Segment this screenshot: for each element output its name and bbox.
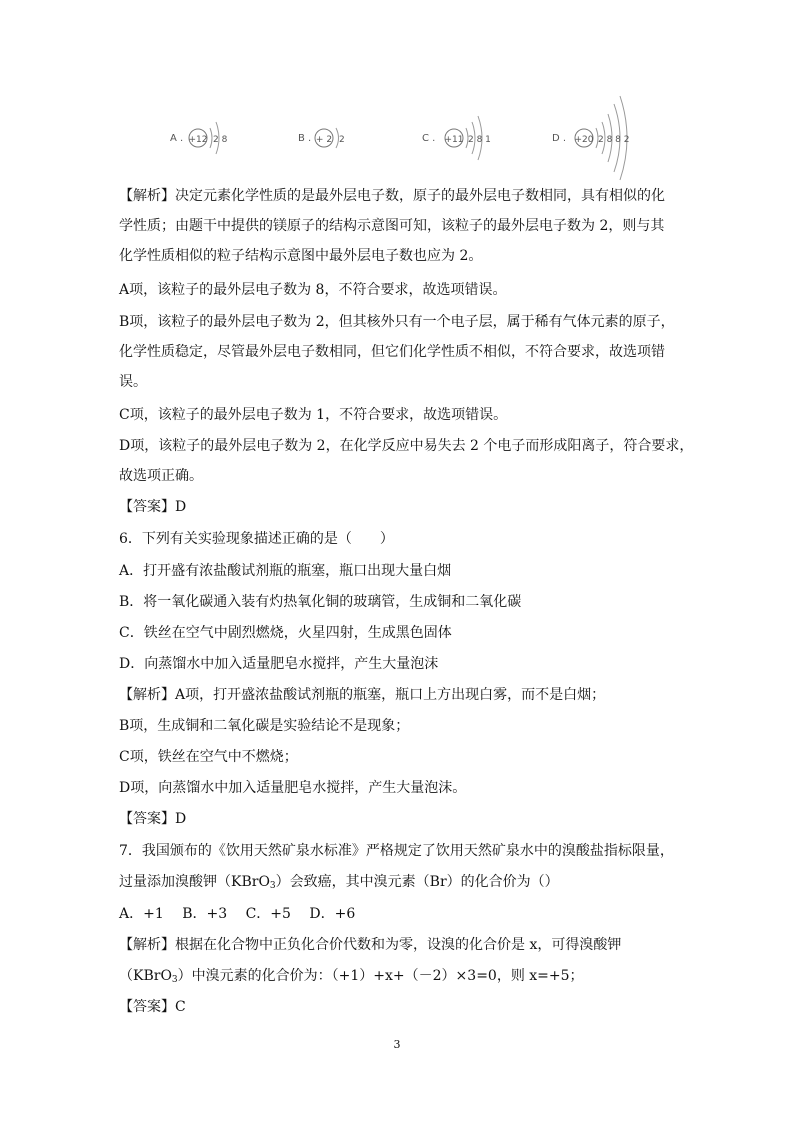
analysis-q5-option-b-3: 误。: [119, 374, 147, 390]
atom-diagram-b: [278, 90, 378, 185]
analysis-q7-line-2: [119, 966, 584, 986]
shells-d: 2 8 8 2: [598, 135, 630, 145]
atom-structure-figure: [150, 90, 650, 185]
analysis-q5-option-c: C项，该粒子的最外层电子数为 1，不符合要求，故选项错误。: [119, 407, 508, 423]
question-7-options: A．+1 B．+3 C．+5 D．+6: [119, 906, 356, 922]
question-6-option-d: D．向蒸馏水中加入适量肥皂水搅拌，产生大量泡沫: [119, 656, 439, 672]
nucleus-c: +11: [444, 135, 464, 145]
analysis-q7-line-2-sub: 3: [171, 975, 178, 985]
analysis-q6-line-b: B项，生成铜和二氧化碳是实验结论不是现象；: [119, 718, 410, 734]
nucleus-d: +20: [574, 135, 594, 145]
question-7-stem-2-after: ）会致癌，其中溴元素（Br）的化合价为（）: [275, 874, 559, 890]
atom-diagram-d: [532, 90, 652, 185]
analysis-q5-line-2: 学性质；由题干中提供的镁原子的结构示意图可知，该粒子的最外层电子数为 2，则与其: [119, 218, 665, 234]
answer-q7: 【答案】C: [119, 999, 186, 1015]
question-7-stem-2-sub: 3: [269, 881, 276, 891]
analysis-q5-option-b-2: 化学性质稳定，尽管最外层电子数相同，但它们化学性质不相似，不符合要求，故选项错: [119, 344, 665, 360]
answer-q5: 【答案】D: [119, 499, 187, 515]
shells-b: 2: [339, 135, 345, 145]
option-label-b: B .: [298, 133, 312, 144]
question-6-option-a: A．打开盛有浓盐酸试剂瓶的瓶塞，瓶口出现大量白烟: [119, 563, 452, 579]
analysis-q6-line-d: D项，向蒸馏水中加入适量肥皂水搅拌，产生大量泡沫。: [119, 780, 467, 796]
analysis-q5-option-b-1: B项，该粒子的最外层电子数为 2，但其核外只有一个电子层，属于稀有气体元素的原子，: [119, 314, 675, 330]
analysis-q6-line-a: 【解析】A项，打开盛浓盐酸试剂瓶的瓶塞，瓶口上方出现白雾，而不是白烟；: [119, 687, 606, 703]
shells-a: 2 8: [213, 135, 228, 145]
question-6-option-b: B．将一氧化碳通入装有灼热氧化铜的玻璃管，生成铜和二氧化碳: [119, 594, 522, 610]
option-label-a: A .: [170, 133, 184, 144]
analysis-q6-line-c: C项，铁丝在空气中不燃烧；: [119, 749, 298, 765]
analysis-q7-line-2-after: ）中溴元素的化合价为：（+1）+x+（－2）×3=0，则 x=+5；: [177, 968, 584, 984]
analysis-q5-option-a: A项，该粒子的最外层电子数为 8，不符合要求，故选项错误。: [119, 282, 507, 298]
option-label-d: D .: [552, 133, 567, 144]
nucleus-a: +12: [188, 135, 208, 145]
analysis-q7-line-1: 【解析】根据在化合物中正负化合价代数和为零，设溴的化合价是 x，可得溴酸钾: [119, 937, 622, 953]
option-label-c: C .: [422, 133, 436, 144]
question-6-option-c: C．铁丝在空气中剧烈燃烧，火星四射，生成黑色固体: [119, 625, 452, 641]
question-6-stem: 6．下列有关实验现象描述正确的是（ ）: [119, 531, 394, 547]
analysis-q5-option-d-1: D项，该粒子的最外层电子数为 2，在化学反应中易失去 2 个电子而形成阳离子，符合要求，: [119, 438, 694, 454]
atom-diagram-c: [402, 90, 512, 185]
question-7-stem-2-before: 过量添加溴酸钾（KBrO: [119, 874, 270, 890]
analysis-q5-line-3: 化学性质相似的粒子结构示意图中最外层电子数也应为 2。: [119, 248, 483, 264]
answer-q6: 【答案】D: [119, 811, 187, 827]
analysis-q5-option-d-2: 故选项正确。: [119, 468, 203, 484]
analysis-q5-line-1: 【解析】决定元素化学性质的是最外层电子数，原子的最外层电子数相同，具有相似的化: [119, 188, 665, 204]
shells-c: 2 8 1: [468, 135, 491, 145]
nucleus-b: + 2: [315, 135, 333, 145]
question-7-stem-1: 7．我国颁布的《饮用天然矿泉水标准》严格规定了饮用天然矿泉水中的溴酸盐指标限量，: [119, 843, 674, 859]
question-7-stem-2: [119, 872, 559, 892]
atom-diagram-a: [150, 90, 250, 185]
page-number: 3: [393, 1038, 401, 1051]
analysis-q7-line-2-before: （KBrO: [119, 968, 172, 984]
